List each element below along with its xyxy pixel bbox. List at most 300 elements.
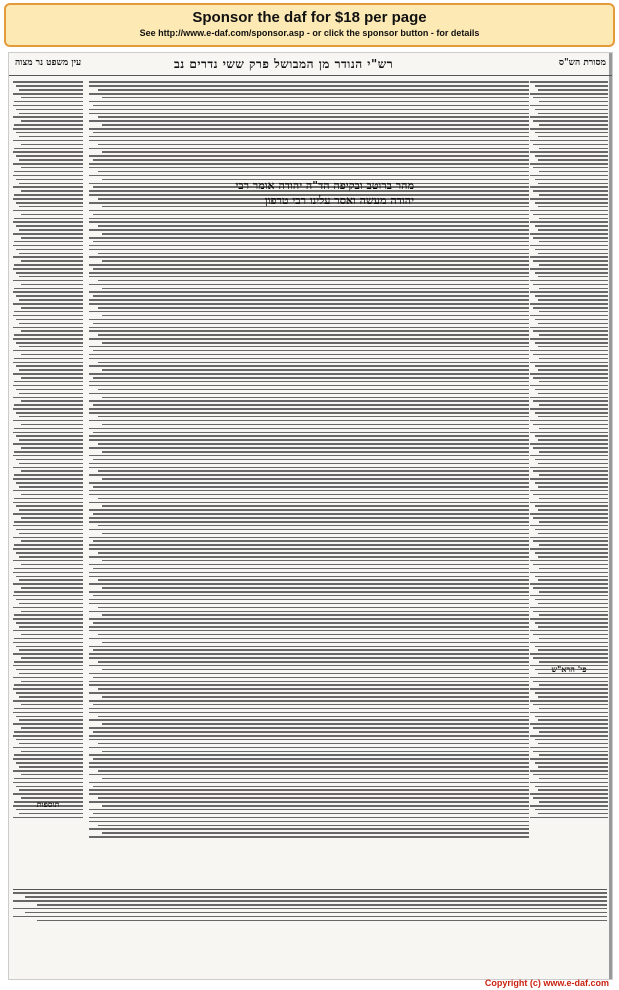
text-line	[89, 299, 529, 301]
text-line	[530, 677, 608, 679]
text-line	[13, 916, 607, 918]
text-line	[530, 548, 608, 550]
text-line	[13, 443, 83, 445]
text-line	[16, 272, 83, 274]
text-line	[13, 198, 83, 200]
text-line	[102, 560, 529, 562]
text-line	[16, 459, 83, 461]
text-line	[13, 221, 83, 223]
text-line	[16, 762, 83, 764]
text-line	[89, 739, 529, 741]
text-line	[19, 229, 83, 231]
text-line	[89, 603, 529, 605]
text-line	[89, 611, 529, 613]
text-line	[533, 97, 608, 99]
text-line	[93, 813, 529, 815]
text-line	[102, 587, 529, 589]
text-line	[89, 548, 529, 550]
text-line	[535, 786, 608, 788]
text-line	[16, 482, 83, 484]
text-line	[19, 509, 83, 511]
text-line	[89, 373, 529, 375]
text-line	[19, 276, 83, 278]
text-line	[93, 677, 529, 679]
text-line	[13, 677, 83, 679]
text-line	[89, 735, 529, 737]
text-line	[19, 696, 83, 698]
text-line	[102, 478, 529, 480]
text-line	[89, 789, 529, 791]
text-line	[89, 393, 529, 395]
text-line	[535, 389, 608, 391]
text-line	[530, 151, 608, 153]
text-line	[19, 813, 83, 815]
text-line	[98, 797, 529, 799]
text-line	[530, 770, 608, 772]
text-line	[530, 350, 608, 352]
text-line	[13, 338, 83, 340]
text-line	[16, 599, 83, 601]
text-line	[538, 579, 608, 581]
text-line	[13, 782, 83, 784]
text-line	[19, 463, 83, 465]
text-line	[538, 486, 608, 488]
text-line	[530, 338, 608, 340]
text-line	[530, 198, 608, 200]
text-line	[16, 716, 83, 718]
text-line	[538, 323, 608, 325]
text-line	[16, 529, 83, 531]
text-line	[533, 470, 608, 472]
text-line	[16, 85, 83, 87]
text-line	[14, 731, 83, 733]
text-line	[539, 381, 608, 383]
text-line	[98, 443, 529, 445]
text-line	[102, 397, 529, 399]
text-line	[530, 362, 608, 364]
text-line	[98, 770, 529, 772]
text-line	[533, 587, 608, 589]
text-line	[535, 692, 608, 694]
text-line	[533, 797, 608, 799]
text-line	[21, 494, 83, 496]
text-line	[13, 572, 83, 574]
footnotes-area	[13, 889, 607, 930]
text-line	[530, 303, 608, 305]
text-line	[535, 435, 608, 437]
text-line	[93, 649, 529, 651]
text-line	[535, 295, 608, 297]
text-line	[13, 256, 83, 258]
rosh-label: פי' הרא"ש	[551, 664, 587, 674]
text-line	[539, 544, 608, 546]
text-line	[13, 607, 83, 609]
text-line	[530, 513, 608, 515]
text-line	[19, 486, 83, 488]
text-line	[530, 327, 608, 329]
text-line	[530, 723, 608, 725]
text-line	[533, 494, 608, 496]
text-line	[530, 525, 608, 527]
text-line	[538, 136, 608, 138]
text-line	[89, 346, 529, 348]
text-line	[533, 330, 608, 332]
talmud-page	[8, 52, 613, 980]
text-line	[102, 723, 529, 725]
text-line	[533, 657, 608, 659]
text-line	[89, 155, 529, 157]
text-line	[102, 533, 529, 535]
text-line	[89, 358, 529, 360]
text-line	[19, 579, 83, 581]
text-line	[89, 630, 529, 632]
text-line	[16, 179, 83, 181]
text-line	[530, 712, 608, 714]
text-line	[530, 385, 608, 387]
text-line	[539, 264, 608, 266]
text-line	[89, 490, 529, 492]
text-line	[13, 700, 83, 702]
text-line	[16, 505, 83, 507]
text-line	[16, 225, 83, 227]
text-line	[21, 214, 83, 216]
text-line	[13, 548, 83, 550]
text-line	[13, 892, 607, 894]
text-line	[89, 684, 529, 686]
text-line	[530, 186, 608, 188]
text-line	[102, 642, 529, 644]
text-line	[89, 626, 529, 628]
text-line	[89, 354, 529, 356]
text-line	[530, 373, 608, 375]
text-line	[13, 455, 83, 457]
text-line	[530, 560, 608, 562]
text-line	[13, 537, 83, 539]
text-line	[539, 521, 608, 523]
text-line	[13, 478, 83, 480]
text-line	[89, 774, 529, 776]
text-line	[89, 463, 529, 465]
text-line	[13, 490, 83, 492]
text-line	[530, 420, 608, 422]
text-line	[14, 171, 83, 173]
text-line	[21, 681, 83, 683]
text-line	[89, 365, 529, 367]
text-line	[13, 93, 83, 95]
text-line	[533, 611, 608, 613]
text-line	[21, 307, 83, 309]
text-line	[530, 782, 608, 784]
text-line	[19, 89, 83, 91]
text-line	[19, 346, 83, 348]
text-line	[14, 428, 83, 430]
text-line	[89, 591, 529, 593]
text-line	[539, 124, 608, 126]
text-line	[89, 537, 529, 539]
text-line	[530, 817, 608, 819]
text-line	[93, 459, 529, 461]
text-line	[13, 280, 83, 282]
text-line	[89, 128, 529, 130]
text-line	[102, 778, 529, 780]
text-line	[530, 793, 608, 795]
text-line	[89, 311, 529, 313]
text-line	[37, 904, 607, 906]
text-line	[16, 809, 83, 811]
text-line	[535, 529, 608, 531]
text-line	[13, 420, 83, 422]
text-line	[530, 467, 608, 469]
text-line	[89, 782, 529, 784]
text-line	[539, 778, 608, 780]
text-line	[89, 474, 529, 476]
text-line	[13, 186, 83, 188]
text-line	[530, 81, 608, 83]
text-line	[16, 622, 83, 624]
text-line	[538, 276, 608, 278]
text-line	[538, 813, 608, 815]
text-line	[89, 638, 529, 640]
text-line	[21, 144, 83, 146]
text-line	[539, 451, 608, 453]
text-line	[535, 202, 608, 204]
text-line	[19, 323, 83, 325]
text-line	[21, 120, 83, 122]
text-line	[19, 766, 83, 768]
text-line	[535, 132, 608, 134]
text-line	[98, 825, 529, 827]
text-line	[19, 253, 83, 255]
text-line	[530, 747, 608, 749]
text-line	[19, 369, 83, 371]
text-line	[16, 692, 83, 694]
text-line	[89, 692, 529, 694]
text-line	[539, 591, 608, 593]
text-line	[530, 397, 608, 399]
text-line	[102, 614, 529, 616]
text-line	[93, 377, 529, 379]
gemara-excerpt	[219, 178, 414, 298]
text-line	[533, 214, 608, 216]
text-line	[98, 307, 529, 309]
text-line	[14, 684, 83, 686]
text-line	[93, 731, 529, 733]
text-line	[16, 669, 83, 671]
text-line	[89, 327, 529, 329]
text-line	[535, 552, 608, 554]
text-line	[89, 175, 529, 177]
text-line	[98, 416, 529, 418]
text-line	[89, 747, 529, 749]
text-line	[102, 451, 529, 453]
text-line	[98, 144, 529, 146]
text-line	[13, 630, 83, 632]
text-line	[13, 560, 83, 562]
text-line	[98, 716, 529, 718]
text-line	[538, 369, 608, 371]
text-line	[21, 611, 83, 613]
text-line	[539, 754, 608, 756]
text-line	[539, 614, 608, 616]
text-line	[535, 459, 608, 461]
text-line	[538, 113, 608, 115]
text-line	[98, 334, 529, 336]
text-line	[21, 540, 83, 542]
text-line	[539, 194, 608, 196]
text-line	[14, 778, 83, 780]
text-line	[539, 311, 608, 313]
text-line	[13, 268, 83, 270]
text-line	[530, 210, 608, 212]
text-line	[538, 626, 608, 628]
text-line	[21, 190, 83, 192]
text-line	[14, 754, 83, 756]
text-line	[14, 451, 83, 453]
text-line	[530, 163, 608, 165]
text-line	[89, 455, 529, 457]
text-line	[93, 595, 529, 597]
text-line	[89, 793, 529, 795]
text-line	[89, 381, 529, 383]
text-line	[530, 408, 608, 410]
text-line	[89, 447, 529, 449]
text-line	[98, 552, 529, 554]
text-line	[21, 727, 83, 729]
text-line	[539, 661, 608, 663]
text-line	[98, 171, 529, 173]
text-line	[21, 377, 83, 379]
text-line	[21, 657, 83, 659]
text-line	[19, 439, 83, 441]
gemara-text: מהר ברוטב ובקיפה הד"ה יהודה אומר רבי יהודה מעשה ואסר עלינו רבי טרפון	[235, 179, 414, 207]
sponsor-title[interactable]: Sponsor the daf for $18 per page	[192, 9, 427, 26]
text-line	[89, 657, 529, 659]
copyright-link[interactable]: Copyright (c) www.e-daf.com	[484, 978, 609, 988]
text-line	[19, 673, 83, 675]
text-line	[530, 268, 608, 270]
text-line	[538, 299, 608, 301]
text-line	[19, 393, 83, 395]
text-line	[102, 751, 529, 753]
text-line	[539, 568, 608, 570]
header-masoret: מסורת הש"ס	[558, 58, 606, 68]
text-line	[530, 140, 608, 142]
text-line	[14, 404, 83, 406]
page-edge-shadow	[609, 53, 612, 979]
text-line	[14, 218, 83, 220]
text-line	[14, 568, 83, 570]
text-line	[14, 661, 83, 663]
text-line	[530, 455, 608, 457]
text-line	[89, 439, 529, 441]
text-line	[535, 576, 608, 578]
text-line	[89, 482, 529, 484]
text-line	[539, 708, 608, 710]
text-line	[19, 136, 83, 138]
text-line	[13, 793, 83, 795]
text-line	[539, 148, 608, 150]
text-line	[13, 758, 83, 760]
text-line	[19, 299, 83, 301]
text-line	[13, 315, 83, 317]
text-line	[538, 89, 608, 91]
text-line	[535, 365, 608, 367]
text-line	[13, 151, 83, 153]
text-line	[21, 704, 83, 706]
text-line	[539, 218, 608, 220]
text-line	[21, 97, 83, 99]
text-line	[13, 688, 83, 690]
text-line	[530, 116, 608, 118]
text-line	[533, 681, 608, 683]
text-line	[14, 288, 83, 290]
text-line	[530, 490, 608, 492]
text-line	[89, 408, 529, 410]
text-line	[19, 556, 83, 558]
text-line	[535, 622, 608, 624]
text-line	[13, 525, 83, 527]
text-line	[19, 626, 83, 628]
text-line	[102, 696, 529, 698]
text-line	[102, 342, 529, 344]
text-line	[98, 579, 529, 581]
text-line	[538, 649, 608, 651]
text-line	[539, 241, 608, 243]
text-line	[89, 646, 529, 648]
text-line	[533, 167, 608, 169]
text-line	[533, 447, 608, 449]
text-line	[533, 751, 608, 753]
text-line	[530, 175, 608, 177]
text-line	[14, 544, 83, 546]
text-line	[530, 502, 608, 504]
text-line	[16, 552, 83, 554]
text-line	[25, 912, 607, 914]
text-line	[530, 221, 608, 223]
text-line	[533, 190, 608, 192]
text-line	[530, 432, 608, 434]
text-line	[19, 183, 83, 185]
text-line	[530, 700, 608, 702]
text-line	[89, 163, 529, 165]
text-line	[98, 362, 529, 364]
text-line	[16, 389, 83, 391]
text-line	[102, 669, 529, 671]
text-line	[89, 412, 529, 414]
text-line	[535, 739, 608, 741]
text-line	[19, 743, 83, 745]
text-line	[89, 681, 529, 683]
text-line	[538, 159, 608, 161]
text-line	[535, 225, 608, 227]
text-line	[530, 572, 608, 574]
text-line	[93, 568, 529, 570]
text-line	[533, 727, 608, 729]
text-line	[102, 505, 529, 507]
text-line	[89, 762, 529, 764]
text-line	[89, 517, 529, 519]
sponsor-banner[interactable]	[4, 3, 615, 47]
text-line	[16, 786, 83, 788]
text-line	[93, 105, 529, 107]
text-line	[533, 144, 608, 146]
text-line	[13, 397, 83, 399]
text-line	[21, 447, 83, 449]
text-line	[535, 762, 608, 764]
text-line	[533, 307, 608, 309]
text-line	[89, 330, 529, 332]
text-line	[538, 229, 608, 231]
